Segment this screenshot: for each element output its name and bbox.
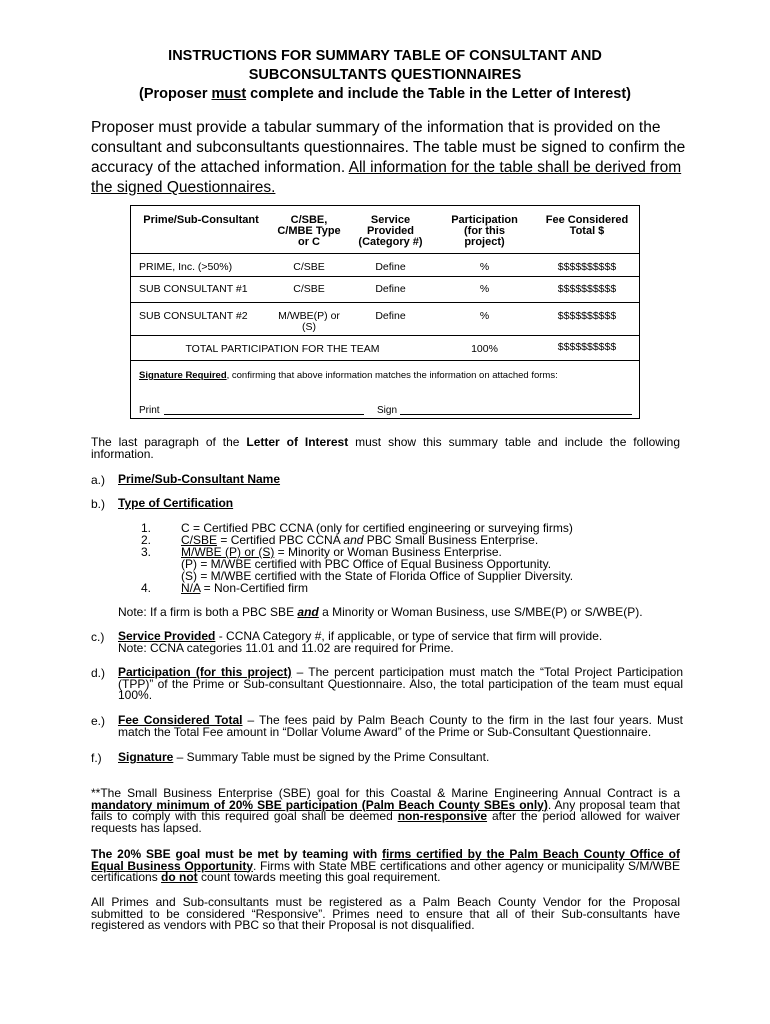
table-rule-2: [131, 276, 639, 277]
cert-item-4: N/A = Non-Certified firm: [181, 581, 309, 595]
table-rule-1: [131, 253, 639, 254]
item-f-label: f.): [91, 751, 102, 765]
document-subtitle: (Proposer must complete and include the Table in the Letter of Interest): [138, 86, 631, 102]
table-total-fee: $$$$$$$$$$: [557, 341, 617, 353]
cert-num-3: 3.: [141, 545, 152, 559]
vendor-registration-paragraph: All Primes and Sub-consultants must be registered as a Palm Beach County Vendor for the Proposal submitted to be considered “Responsive”. Primes need to ensure that all of their Sub-consultants have registered as vendors with PBC so that their Proposal is not disqualified.: [91, 895, 680, 932]
item-a-prime-sub-consultant-name: Prime/Sub-Consultant Name: [118, 472, 281, 486]
item-f-signature: Signature – Summary Table must be signed by the Prime Consultant.: [118, 750, 490, 764]
table-row-prime-name: PRIME, Inc. (>50%): [139, 261, 233, 273]
header-service: Service Provided (Category #): [358, 214, 423, 248]
cert-num-2: 2.: [141, 533, 152, 547]
cert-item-3-p: (P) = M/WBE certified with PBC Office of Equal Business Opportunity.: [181, 557, 552, 571]
table-row-prime-type: C/SBE: [293, 261, 325, 273]
print-name-line[interactable]: [164, 414, 364, 415]
cert-item-1: C = Certified PBC CCNA (only for certified engineering or surveying firms): [181, 521, 573, 535]
header-type: C/SBE, C/MBE Type or C: [277, 214, 341, 248]
table-row-prime-participation: %: [479, 261, 490, 273]
signature-line[interactable]: [400, 414, 632, 415]
table-border-top: [131, 205, 639, 206]
table-row-prime-service: Define: [375, 261, 406, 273]
table-row-sub1-service: Define: [375, 283, 406, 295]
cert-item-3-s: (S) = M/WBE certified with the State of Florida Office of Supplier Diversity.: [181, 569, 574, 583]
header-fee: Fee Considered Total $: [545, 214, 629, 237]
item-b-label: b.): [91, 497, 106, 511]
cert-item-2: C/SBE = Certified PBC CCNA and PBC Small Business Enterprise.: [181, 533, 539, 547]
cert-num-4: 4.: [141, 581, 152, 595]
table-row-sub1-fee: $$$$$$$$$$: [557, 283, 617, 295]
table-row-sub2-fee: $$$$$$$$$$: [557, 310, 617, 322]
table-row-sub2-participation: %: [479, 310, 490, 322]
table-total-label: TOTAL PARTICIPATION FOR THE TEAM: [185, 343, 380, 355]
item-c-service-provided: Service Provided - CCNA Category #, if applicable, or type of service that firm will provide. Note: CCNA categories 11.01 and 11.02 are required for Prime.: [118, 629, 603, 655]
sbe-teaming-paragraph: The 20% SBE goal must be met by teaming with firms certified by the Palm Beach County Office of Equal Business Opportunity. Firms with State MBE certifications and other agency or municipality S/M/WBE certifications do not count towards meeting this goal requirement.: [91, 847, 680, 884]
table-row-sub1-participation: %: [479, 283, 490, 295]
certification-note: Note: If a firm is both a PBC SBE and a Minority or Woman Business, use S/MBE(P) or S/WBE(P).: [118, 605, 643, 619]
cert-item-3: M/WBE (P) or (S) = Minority or Woman Business Enterprise.: [181, 545, 502, 559]
item-a-label: a.): [91, 473, 106, 487]
table-row-prime-fee: $$$$$$$$$$: [557, 261, 617, 273]
item-b-type-of-certification: Type of Certification: [118, 496, 234, 510]
table-rule-5: [131, 360, 639, 361]
item-d-participation: Participation (for this project) – The percent participation must match the “Total Project Participation (TPP)” of the Prime or Sub-consultant Questionnaire. Also, the total participation of the team must equal 100%.: [118, 665, 684, 702]
sbe-goal-paragraph: **The Small Business Enterprise (SBE) goal for this Coastal & Marine Engineering Annual Contract is a mandatory minimum of 20% SBE participation (Palm Beach County SBEs only). Any proposal team that fails to comply with this required goal shall be deemed non-responsive after the period allowed for waiver requests has lapsed.: [91, 786, 680, 835]
summary-table: [130, 205, 640, 419]
intro-paragraph: Proposer must provide a tabular summary of the information that is provided on the consultant and subconsultants questionnaires. The table must be signed to confirm the accuracy of the attached information. All information for the table shall be derived from the signed Questionnaires.: [91, 119, 686, 196]
document-title-line-2: SUBCONSULTANTS QUESTIONNAIRES: [248, 67, 522, 83]
cert-num-1: 1.: [141, 521, 152, 535]
table-total-participation: 100%: [471, 343, 498, 355]
print-label: Print: [139, 405, 160, 416]
last-paragraph-note: The last paragraph of the Letter of Interest must show this summary table and include the following information.: [91, 435, 680, 461]
item-e-label: e.): [91, 714, 106, 728]
item-d-label: d.): [91, 666, 106, 680]
table-row-sub2-service: Define: [375, 310, 406, 322]
table-rule-total-left: [131, 335, 434, 336]
table-row-sub2-name: SUB CONSULTANT #2: [139, 310, 248, 322]
table-rule-4: [434, 335, 639, 336]
table-row-sub1-name: SUB CONSULTANT #1: [139, 283, 248, 295]
signature-required-note: Signature Required, confirming that above information matches the information on attached forms:: [139, 370, 558, 381]
table-row-sub1-type: C/SBE: [293, 283, 325, 295]
document-title-line-1: INSTRUCTIONS FOR SUMMARY TABLE OF CONSULTANT AND: [168, 48, 602, 64]
item-c-label: c.): [91, 630, 105, 644]
sign-label: Sign: [377, 405, 398, 416]
header-prime-sub-consultant: Prime/Sub-Consultant: [143, 214, 259, 226]
item-e-fee-considered-total: Fee Considered Total – The fees paid by Palm Beach County to the firm in the last four years. Must match the Total Fee amount in “Dollar Volume Award” of the Prime or Sub-Consultant Questionnaire.: [118, 713, 683, 739]
header-participation: Participation (for this project): [451, 214, 518, 248]
table-row-sub2-type: M/WBE(P) or (S): [278, 310, 340, 333]
table-rule-3: [131, 302, 639, 303]
